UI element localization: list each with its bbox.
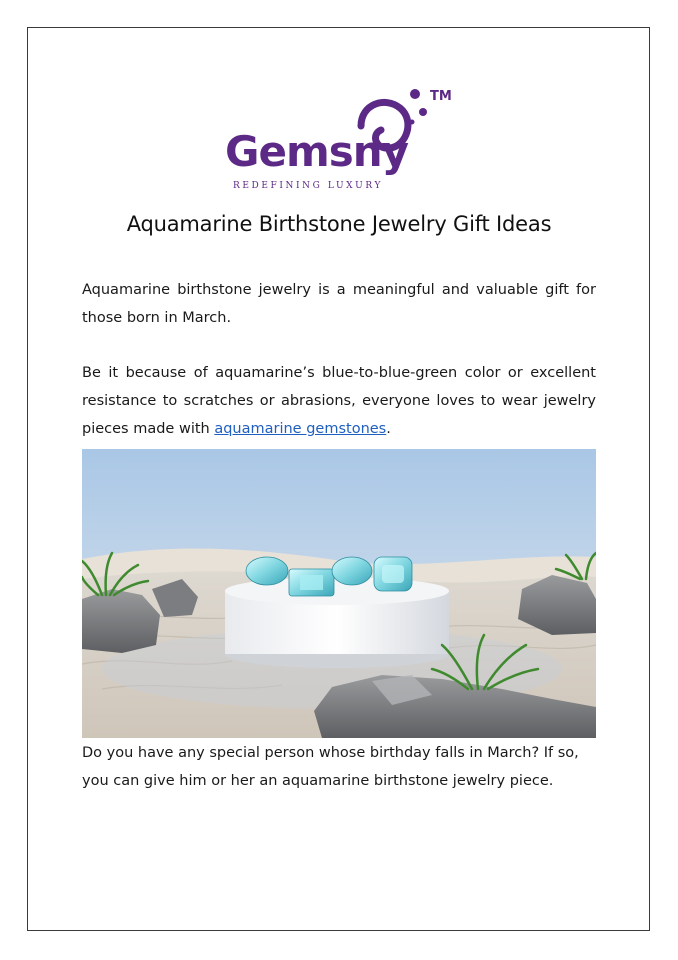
- paragraph-march-birthday: Do you have any special person whose birthday falls in March? If so, you can give him or her an aquamarine birthstone jewelry piece.: [82, 745, 579, 789]
- logo-trademark: TM: [430, 89, 452, 104]
- paragraph-intro: Aquamarine birthstone jewelry is a meaningful and valuable gift for those born in March.: [82, 282, 596, 326]
- logo-brand-text: Gemsny: [225, 127, 408, 176]
- aquamarine-gemstones-link[interactable]: aquamarine gemstones: [214, 421, 387, 437]
- logo-tagline: REDEFINING LUXURY: [233, 181, 383, 191]
- aquamarine-hero-image: [82, 449, 596, 738]
- paragraph-reasons: [82, 359, 596, 443]
- paragraph-reasons-end: .: [386, 421, 391, 437]
- gemsny-logo: [225, 86, 460, 196]
- paragraph-reasons-text: Be it because of aquamarine’s blue-to-blue-green color or excellent resistance to scratches or abrasions, everyone loves to wear jewelry pieces made with: [82, 365, 596, 437]
- document-title: Aquamarine Birthstone Jewelry Gift Ideas: [126, 212, 552, 236]
